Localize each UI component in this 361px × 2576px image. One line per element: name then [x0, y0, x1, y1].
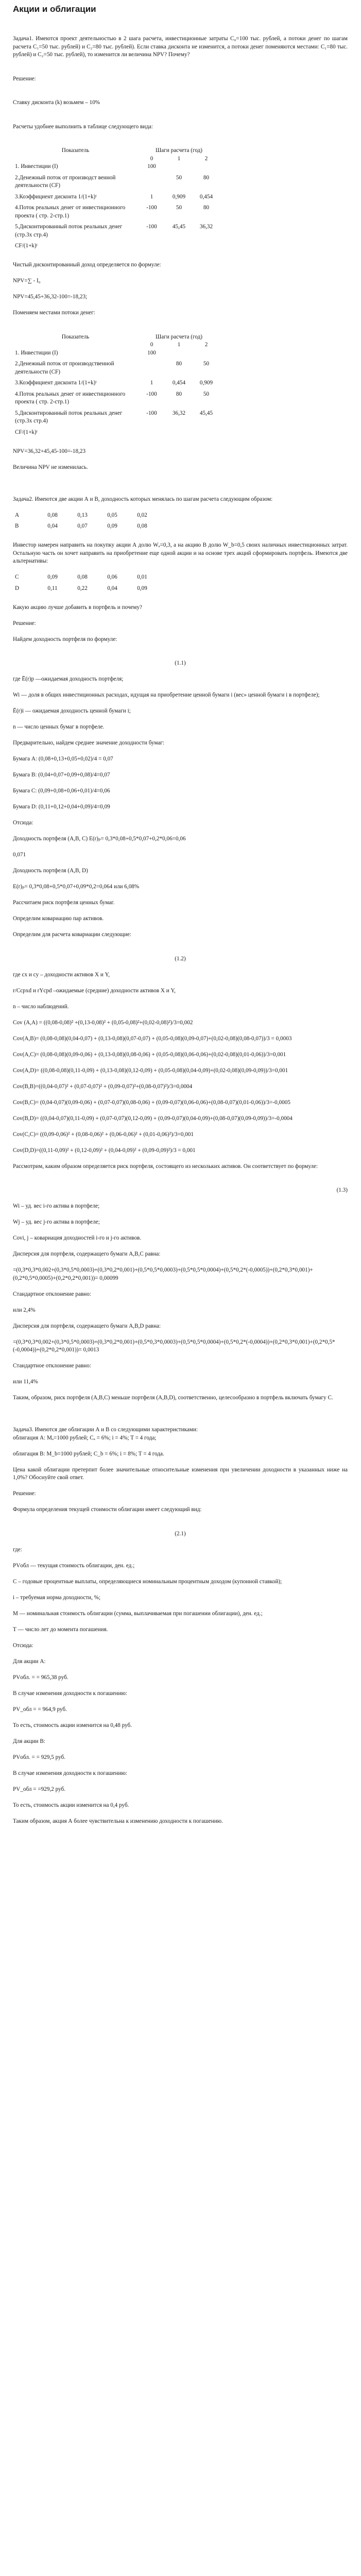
table-cell — [165, 242, 193, 250]
table-cell — [193, 429, 220, 437]
text-line: где: — [13, 1546, 22, 1553]
text-line: PV_обл = = 964,9 руб. — [13, 1706, 67, 1713]
text-line: Отсюда: — [13, 820, 33, 826]
text-line: Расчеты удобнее выполнить в таблице следующего вида: — [13, 123, 153, 130]
task3-definitions — [13, 1546, 348, 1834]
table-cell: 80 — [203, 174, 210, 181]
table-cell: 36,32 — [172, 410, 186, 416]
text-line: Поменяем местами потоки денег: — [13, 310, 95, 316]
table-cell: 0,09 — [137, 585, 147, 591]
table-cell — [165, 163, 193, 171]
table-row — [13, 410, 220, 426]
table-cell: D — [15, 585, 20, 591]
text-line: Wi — доля в общих инвестиционных расходах, идущая на приобретение ценной бумаги i (вес» ценной бумаги i в портфеле); — [13, 692, 320, 698]
table-cell — [138, 429, 165, 437]
text-line: Бумага А: (0,08+0,13+0,05+0,02)/4 = 0,07 — [13, 756, 113, 762]
text-line: Таким, образом, риск портфеля (A,B,C) меньше портфеля (A,B,D), соответственно, целесообразно в портфель включать бумагу С. — [13, 1395, 333, 1401]
text-line: облигация В: М_b=1000 рублей; C_b = 6%; i = 8%; T = 4 года. — [13, 1450, 164, 1457]
text-line: или 11,4% — [13, 1379, 38, 1385]
text-line: NPV=45,45+36,32-100=-18,23; — [13, 294, 88, 300]
text-line: Ē(r)i — ожидаемая доходность ценной бумаги i; — [13, 708, 131, 714]
text-line: Ставку дисконта (k) возьмем – 10% — [13, 99, 100, 106]
table-cell — [138, 242, 165, 250]
table-header-steps: Шаги расчета (год) — [155, 333, 203, 340]
table-header-steps: Шаги расчета (год) — [155, 147, 203, 154]
formula-2-1 — [13, 1530, 348, 1538]
table-cell: С — [15, 574, 19, 580]
text-line: Cov(B,B)=((0,04-0,07)² + (0,07-0,07)² + (0,09-0,07)²+(0,08-0,07)²)/3=0,0004 — [13, 1083, 193, 1090]
text-line: PVобл. = = 929,5 руб. — [13, 1754, 66, 1760]
table-cell: 80 — [176, 391, 182, 397]
table-cell: 0,454 — [172, 380, 186, 386]
table-cell: 36,32 — [199, 224, 213, 230]
table-subheader-2: 2 — [204, 155, 208, 162]
text-line: С – годовые процентные выплаты, определяющиеся номинальным процентным доходом (купонной ставкой); — [13, 1578, 282, 1585]
table-cell: 5.Дисконтированный поток реальных денег (стр.3х стр.4) — [15, 410, 123, 424]
table-cell: 50 — [176, 174, 182, 181]
text-line: i – требуемая норма доходности, %; — [13, 1594, 101, 1601]
text-line: Для акции А: — [13, 1658, 46, 1665]
table-cell: 0,22 — [77, 585, 88, 591]
table-cell — [165, 429, 193, 437]
table-cell: 1. Инвестиции (I) — [15, 163, 58, 170]
text-line: Определим для расчета ковариации следующие: — [13, 931, 132, 938]
text-line: NPV=36,32+45,45-100=-18,23 — [13, 448, 86, 454]
table-row — [13, 522, 157, 531]
text-line: NPV=∑ - I₀ — [13, 278, 41, 284]
table-row — [13, 193, 220, 201]
task3-intro: Задача3. Имеются две облигации А и В со следующими характеристиками: — [13, 1427, 198, 1433]
table-cell: 4.Поток реальных денег от инвестиционного проекта ( стр. 2-стр.1) — [15, 205, 126, 219]
text-line: Cov(A,B)= (0,08-0,08)(0,04-0,07) + (0,13-0,08)(0,07-0,07) + (0,05-0,08)(0,09-0,07)+(0,02-0,08)(0,08-0,07))/3 = 0,0003 — [13, 1035, 292, 1042]
text-line: M — номинальная стоимость облигации (сумма, выплачиваемая при погашении облигации), ден. ед.; — [13, 1610, 263, 1617]
text-line: Рассмотрим, каким образом определяется риск портфеля, состоящего из нескольких активов. Он соответствует по формуле: — [13, 1163, 318, 1170]
table-cell: 45,45 — [199, 410, 213, 416]
formula-number: (1.1) — [175, 660, 186, 666]
table-subheader-1: 1 — [177, 342, 181, 348]
text-line: Wi – уд. вес i-го актива в портфеле; — [13, 1203, 100, 1209]
table-cell: -100 — [146, 410, 157, 416]
table-cell: 5.Дисконтированный поток реальных денег (стр.3х стр.4) — [15, 224, 123, 238]
table-cell: 0,11 — [47, 585, 58, 591]
text-line: Доходность портфеля (А,В, С) E(r)ₚ= 0,3*0,08+0,5*0,07+0,2*0,06=0,06 — [13, 836, 186, 842]
table-cell: CF/(1+k)ᵗ — [15, 429, 38, 435]
text-line: То есть, стоимость акции изменится на 0,4 руб. — [13, 1802, 129, 1808]
text-line: Цена какой облигации претерпит более значительные относительные изменения при увеличении доходности в указанных ниже на 1,0%? Обоснуйте свой ответ. — [13, 1466, 348, 1481]
table-cell: В — [15, 523, 19, 529]
text-line: Дисперсия для портфеля, содержащего бумаги A,B,С равна: — [13, 1251, 161, 1257]
table-cell: 80 — [176, 361, 182, 367]
table-row — [13, 573, 157, 582]
table-cell: 0,05 — [107, 512, 117, 518]
table-row — [13, 163, 220, 171]
text-line: Формула определения текущей стоимости облигации имеет следующий вид: — [13, 1506, 202, 1513]
formula-1-1 — [13, 659, 348, 668]
table-cell: CF/(1+k)ᵗ — [15, 243, 38, 249]
task2-covariances — [13, 971, 348, 1179]
text-line: PVобл — текущая стоимость облигации, ден. ед.; — [13, 1562, 135, 1569]
text-line — [13, 67, 348, 75]
text-line: Доходность портфеля (А,В, D) — [13, 868, 88, 874]
task1-table1 — [13, 147, 220, 253]
text-line: или 2,4% — [13, 1307, 36, 1313]
text-line: Найдем доходность портфеля по формуле: — [13, 636, 117, 642]
task1-table2 — [13, 333, 220, 440]
table-cell — [138, 360, 165, 376]
text-line: Рассчитаем риск портфеля ценных бумаг. — [13, 900, 115, 906]
task1-text — [13, 35, 348, 139]
text-line: Отсюда: — [13, 1642, 33, 1649]
task3-lines — [13, 1434, 348, 1522]
table-cell: 100 — [147, 349, 156, 356]
table-cell: 3.Коэффициент дисконта 1/(1+k)ᵗ — [15, 380, 97, 386]
table-cell: 3.Коэффициент дисконта 1/(1+k)ᵗ — [15, 193, 97, 200]
table-cell: 1 — [150, 380, 153, 386]
table-header-indicator: Показатель — [61, 147, 90, 154]
formula-number: (1.2) — [175, 955, 186, 962]
text-line: В случае изменения доходности к погашению: — [13, 1770, 127, 1776]
table-row — [13, 242, 220, 250]
table-cell: 0,909 — [172, 193, 186, 200]
formula-number: (1.3) — [336, 1187, 348, 1193]
text-line: =(0,3*0,3*0,002+(0,3*0,5*0,0003)+(0,3*0,2*0,001)+(0,5*0,3*0,0003)+(0,5*0,5*0,0004)+(0,5*0,2*(-0,0004))+(0,2*0,3*0,001)+(0,2*0,5*(-0,0004))+(0,2*0,2*0,001))= 0,0013 — [13, 1338, 335, 1353]
text-line: r/Ccpxd и rYcpd –ожидаемые (средние) доходности активов Х и Y, — [13, 987, 176, 994]
table-cell: 0,04 — [47, 523, 58, 529]
table-subheader-2: 2 — [204, 342, 208, 348]
text-line: Решение: — [13, 1490, 36, 1497]
text-line: Cov(B,D)= ((0,04-0,07)(0,11-0,09) + (0,07-0,07)(0,12-0,09) + (0,09-0,07)(0,04-0,09)+(0,08-0,07)(0,09-0,09))/3=-0,0004 — [13, 1115, 293, 1122]
formula-1-2 — [13, 955, 348, 963]
table-cell: 1. Инвестиции (I) — [15, 349, 58, 356]
table-cell: А — [15, 512, 20, 518]
task2-returns-table-ab — [13, 512, 157, 534]
text-line: Cov(D,D)=((0,11-0,09)² + (0,12-0,09)² + (0,04-0,09)² + (0,09-0,09)²)/3 = 0,001 — [13, 1147, 196, 1154]
table-cell: 50 — [176, 205, 182, 211]
text-line — [13, 115, 348, 123]
table-cell: 0,01 — [137, 574, 147, 580]
table-cell: 50 — [203, 391, 210, 397]
text-line: Covi, j – ковариация доходностей i-го и j-го активов. — [13, 1235, 142, 1241]
task2-text1: Инвестор намерен направить на покупку акции А долю Wₐ=0,3, а на акцию В долю W_b=0,5 своих наличных инвестиционных затрат. Остальную часть он хочет направить на приобретение еще одной акции и на основе трех акций сформировать портфель. Имеются две альтернативы: — [13, 542, 348, 564]
table-cell: 0,06 — [107, 574, 117, 580]
text-line: 0,071 — [13, 852, 26, 858]
table-row — [13, 512, 157, 520]
text-line: Т — число лет до момента погашения. — [13, 1626, 108, 1633]
text-line: где cx и cy – доходности активов Х и Y, — [13, 971, 110, 978]
table-cell: -100 — [146, 205, 157, 211]
text-line: n — число ценных бумаг в портфеле. — [13, 724, 105, 730]
text-line: где Ē(r)p —ожидаемая доходность портфеля; — [13, 676, 124, 682]
table-cell — [138, 174, 165, 190]
text-line: Стандартное отклонение равно: — [13, 1363, 91, 1369]
table-cell: 0,08 — [77, 574, 88, 580]
text-line: n – число наблюдений. — [13, 1003, 69, 1010]
table-cell — [165, 349, 193, 358]
table-cell: 50 — [203, 361, 210, 367]
task2-definitions — [13, 675, 348, 947]
page-title: Акции и облигации — [13, 4, 96, 14]
text-line: Дисперсия для портфеля, содержащего бумаги A,B,D равна: — [13, 1323, 161, 1329]
text-line: Cov(A,C)= (0,08-0,08)(0,09-0,06) + (0,13-0,08)(0,08-0,06) + (0,05-0,08)(0,06-0,06)+(0,02-0,08)(0,01-0,06))/3=0,001 — [13, 1051, 286, 1058]
text-line: Какую акцию лучше добавить в портфель и почему? — [13, 604, 143, 611]
text-line: облигация А: Мₐ=1000 рублей; Cₐ = 6%; i = 4%; T = 4 года; — [13, 1434, 157, 1441]
text-line: То есть, стоимость акции изменится на 0,48 руб. — [13, 1722, 132, 1728]
task1-conclusion — [13, 448, 348, 480]
text-line: PV_обл = =929,2 руб. — [13, 1786, 66, 1792]
table-cell: -100 — [146, 224, 157, 230]
table-cell — [193, 349, 220, 358]
text-line: Таким образом, акция А более чувствительна к изменению доходности к погашению. — [13, 1818, 223, 1824]
table-subheader-0: 0 — [150, 155, 153, 162]
task2-intro: Задача2. Имеются две акции А и В, доходность которых менялась по шагам расчета следующим образом: — [13, 496, 273, 502]
text-line: Стандартное отклонение равно: — [13, 1291, 91, 1297]
table-row — [13, 174, 220, 190]
text-line: Wj – уд. вес j-го актива в портфеле; — [13, 1219, 100, 1225]
text-line: Cov(C,C)= ((0,09-0,06)² + (0,08-0,06)² + (0,06-0,06)² + (0,01-0,06)²)/3=0,001 — [13, 1131, 194, 1138]
table-cell: 1 — [150, 193, 153, 200]
table-cell: 0,07 — [77, 523, 88, 529]
text-line: Cov(A,D)= ((0,08-0,08)(0,11-0,09) + (0,13-0,08)(0,12-0,09) + (0,05-0,08)(0,04-0,09)+(0,02-0,08)(0,09-0,09))/3=0,001 — [13, 1067, 288, 1074]
table-row — [13, 223, 220, 239]
table-cell: 0,02 — [137, 512, 147, 518]
text-line: В случае изменения доходности к погашению: — [13, 1690, 127, 1697]
text-line: Бумага В: (0,04+0,07+0,09+0,08)/4=0,07 — [13, 772, 110, 778]
text-line: Бумага С: (0,09+0,08+0,06+0,01)/4=0,06 — [13, 788, 110, 794]
table-row — [13, 391, 220, 406]
table-cell: 0,08 — [47, 512, 58, 518]
text-line: =(0,3*0,3*0,002+(0,3*0,5*0,0003)+(0,3*0,2*0,001)+(0,5*0,5*0,0003)+(0,5*0,5*0,0004)+(0,5*0,2*(-0,0005))+(0,2*0,3*0,001)+(0,2*0,5*0,0005)+(0,2*0,2*0,001))= 0,00099 — [13, 1267, 313, 1281]
table-row — [13, 379, 220, 387]
table-cell: 2.Денежный поток от производст венной деятельности (CF) — [15, 174, 116, 189]
text-line: Cov (A,A) = ((0,08-0,08)² +(0,13-0,08)² + (0,05-0,08)²+(0,02-0,08)²)/3=0,002 — [13, 1019, 193, 1026]
table-cell: 0,454 — [199, 193, 213, 200]
table-subheader-1: 1 — [177, 155, 181, 162]
table-cell: 0,04 — [107, 585, 117, 591]
text-line: E(r)ₚ= 0,3*0,08+0,5*0,07+0,09*0,2=0,064 или 6,08% — [13, 884, 140, 890]
text-line: Предварительно, найдем среднее значение доходности бумаг: — [13, 740, 165, 746]
table-cell — [193, 242, 220, 250]
text-line: PVобл. = = 965,38 руб. — [13, 1674, 68, 1681]
table-cell: 80 — [203, 205, 210, 211]
table-cell: 2.Денежный поток от производственной деятельности (CF) — [15, 361, 114, 375]
text-line: Бумага D: (0,11+0,12+0,04+0,09)/4=0,09 — [13, 804, 110, 810]
table-cell: 0,13 — [77, 512, 88, 518]
table-row — [13, 585, 157, 593]
text-line: Определим ковариацию пар активов. — [13, 916, 104, 922]
text-line: Для акции В: — [13, 1738, 45, 1744]
text-line: Задача1. Имеются проект деятельностью в 2 шага расчета, инвестиционные затраты С₀=100 тыс. рублей, а потоки денег по шагам расчета С₁=50 тыс. рублей) и С₂=80 тыс. рублей). Если ставка дисконта не изменится, а потоки денег поменяются местами: С₁=80 тыс. рублей) и С₂=50 тыс. рублей), то изменится ли величина NPV? Почему? — [13, 36, 348, 58]
task2-text2 — [13, 604, 348, 652]
table-cell: 0,08 — [137, 523, 147, 529]
table-cell: 0,09 — [47, 574, 58, 580]
table-cell: 0,09 — [107, 523, 117, 529]
formula-1-3 — [13, 1187, 348, 1195]
task2-risk — [13, 1202, 348, 1410]
table-row — [13, 204, 220, 220]
table-cell: 45,45 — [172, 224, 186, 230]
task1-after-table1 — [13, 261, 348, 325]
text-line — [13, 91, 348, 99]
table-cell: 4.Поток реальных денег от инвестиционного проекта ( стр. 2-стр.1) — [15, 391, 126, 405]
table-subheader-0: 0 — [150, 342, 153, 348]
table-cell: 100 — [147, 163, 156, 170]
task2-returns-table-cd — [13, 573, 157, 596]
table-row — [13, 429, 220, 437]
text-line: Величина NPV не изменилась. — [13, 464, 88, 470]
text-line: Решение: — [13, 75, 36, 82]
table-row — [13, 360, 220, 376]
table-cell: -100 — [146, 391, 157, 397]
table-cell: 0,909 — [199, 380, 213, 386]
text-line: Решение: — [13, 620, 36, 626]
text-line: Cov(B,C)= (0,04-0,07)(0,09-0,06) + (0,07-0,07)(0,08-0,06) + (0,09-0,07)(0,06-0,06)+(0,08-0,07)(0,01-0,06))/3=-0,0005 — [13, 1099, 290, 1106]
formula-number: (2.1) — [175, 1530, 186, 1537]
table-header-indicator: Показатель — [61, 333, 90, 340]
table-cell — [193, 163, 220, 171]
text-line: Чистый дисконтированный доход определяется по формуле: — [13, 262, 161, 268]
table-row — [13, 349, 220, 358]
